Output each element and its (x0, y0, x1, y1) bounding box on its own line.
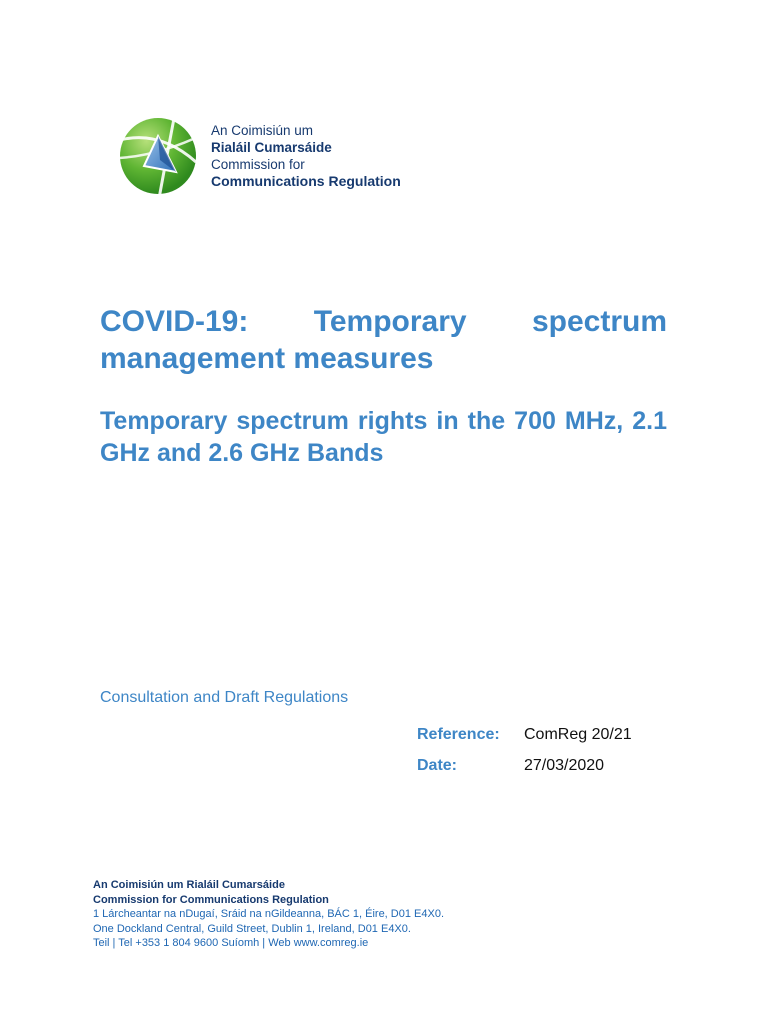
reference-row (417, 719, 632, 750)
footer-address-english: One Dockland Central, Guild Street, Dublin 1, Ireland, D01 E4X0. (93, 922, 411, 935)
logo-line-english-bold: Communications Regulation (211, 173, 401, 189)
document-title: COVID-19: Temporary spectrum management measures (100, 305, 667, 375)
footer-contact: Teil | Tel +353 1 804 9600 Suíomh | Web www.comreg.ie (93, 937, 369, 949)
reference-label: Reference: (417, 725, 500, 743)
comreg-emblem-icon (100, 100, 208, 210)
reference-value: ComReg 20/21 (524, 725, 632, 743)
date-label: Date: (417, 756, 458, 774)
footer-org-irish: An Coimisiún um Rialáil Cumarsáide (93, 879, 285, 891)
footer-address (93, 878, 444, 951)
comreg-logo (100, 100, 440, 210)
document-subtitle: Temporary spectrum rights in the 700 MHz, 2.1 GHz and 2.6 GHz Bands (100, 407, 667, 467)
logo-line-english: Commission for (211, 157, 305, 172)
logo-line-irish-bold: Rialáil Cumarsáide (211, 140, 332, 155)
document-metadata (417, 719, 632, 781)
date-value: 27/03/2020 (524, 756, 605, 774)
footer-address-irish: 1 Lárcheantar na nDugaí, Sráid na nGildeanna, BÁC 1, Éire, D01 E4X0. (93, 908, 444, 920)
date-row (417, 750, 632, 781)
logo-line-irish: An Coimisiún um (211, 123, 314, 138)
logo-wordmark (211, 122, 401, 190)
footer-org-english: Commission for Communications Regulation (93, 893, 329, 906)
document-type: Consultation and Draft Regulations (100, 689, 349, 706)
